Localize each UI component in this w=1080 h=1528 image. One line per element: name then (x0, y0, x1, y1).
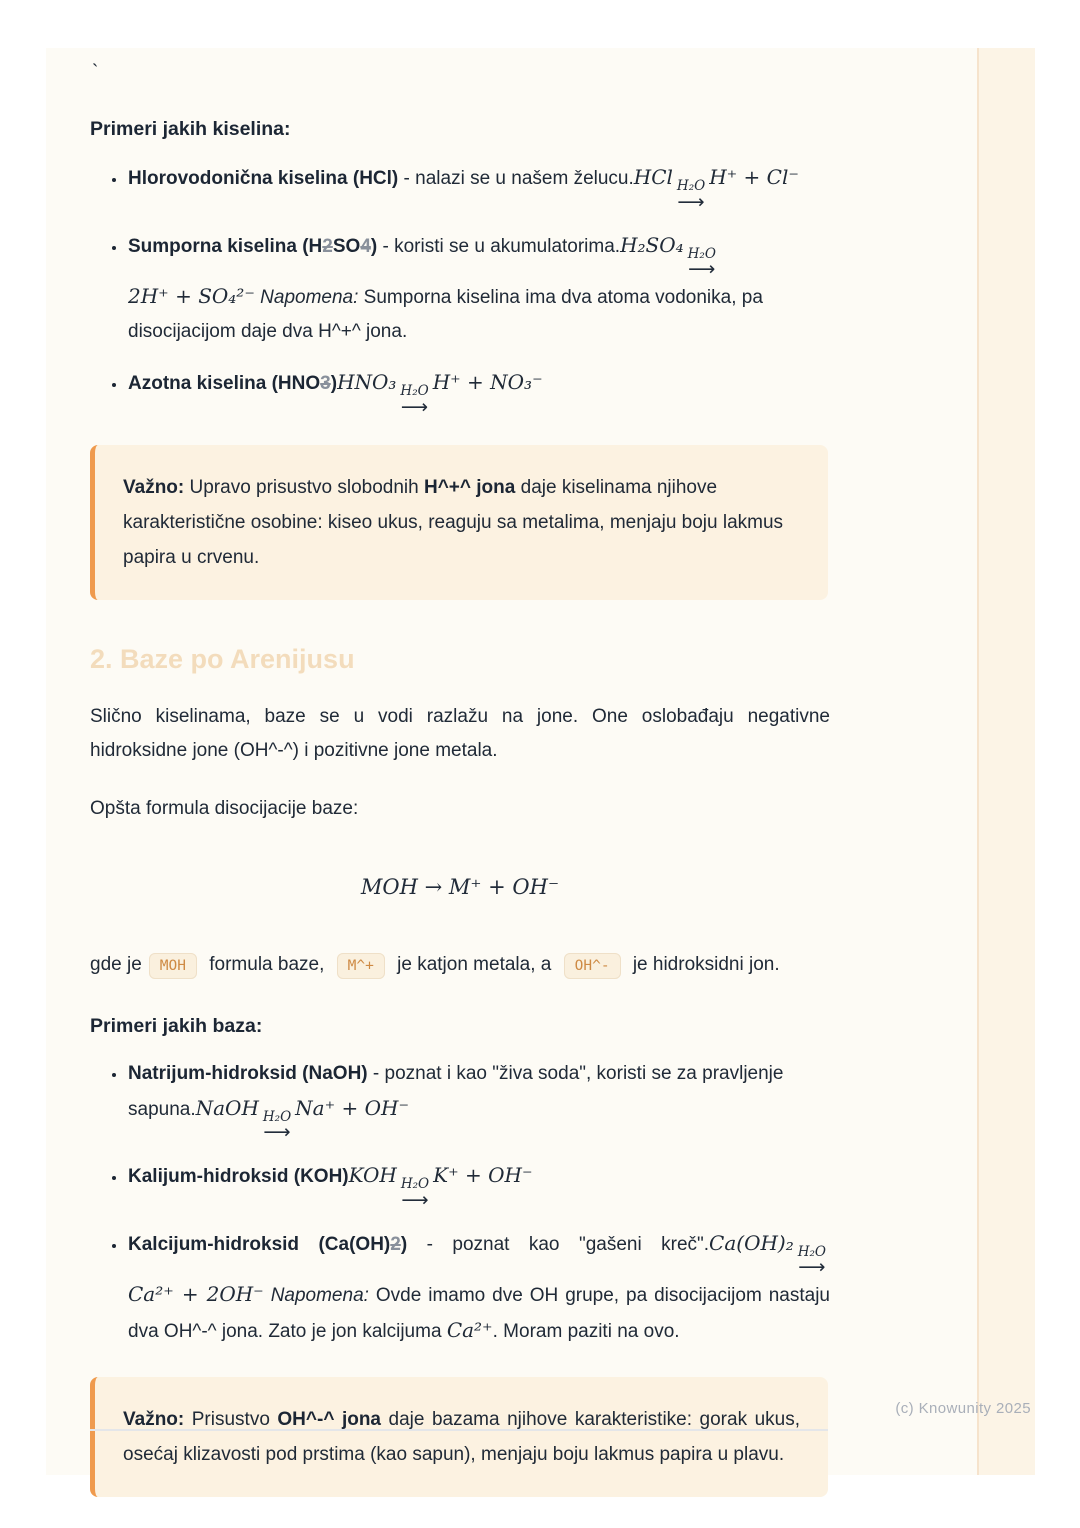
text-segment (264, 1285, 271, 1306)
text-segment: 3 (320, 373, 331, 394)
text-segment: Kalcijum-hidroksid (Ca(OH) (128, 1233, 391, 1255)
text-segment: Ca(OH)₂ (709, 1230, 794, 1255)
text-segment: ) (330, 373, 338, 394)
dissociation-formula: MOH → M⁺ + OH⁻ (360, 874, 560, 899)
text-segment: Ca²⁺ (446, 1318, 493, 1342)
arrow-label-h2o: H₂O (400, 383, 429, 399)
text-segment: M^+ (337, 953, 385, 979)
reaction-arrow (262, 1108, 292, 1143)
notes-content (46, 48, 830, 1497)
bases-section-heading: 2. Baze po Arenijusu (90, 643, 355, 674)
text-segment: gde je (90, 953, 142, 975)
text-segment: MOH (149, 953, 197, 979)
stray-backtick-text: ` (92, 62, 99, 83)
bases-intro-paragraph (90, 700, 830, 768)
important-callout-acids (90, 445, 828, 600)
text-segment: daje kiselinama njihove karakteristične osobine: kiseo ukus, reaguju sa metalima, menjaju boju lakmus papira u crvenu. (123, 476, 784, 568)
text-segment: Upravo prisustvo slobodnih (184, 476, 424, 498)
text-segment: HNO₃ (337, 370, 397, 394)
formula-legend (90, 948, 830, 983)
bases-examples-heading: Primeri jakih baza: (90, 1014, 263, 1037)
text-segment: je katjon metala, a (391, 953, 557, 975)
arrow-glyph: ⟶ (677, 190, 705, 213)
text-segment: H⁺ + NO₃⁻ (432, 370, 543, 394)
text-segment: 2 (390, 1233, 401, 1255)
arrow-label-h2o: H₂O (797, 1243, 826, 1260)
arrow-label-h2o: H₂O (687, 245, 716, 262)
copyright-footer: (c) Knowunity 2025 (895, 1400, 1031, 1417)
text-segment: Napomena: (260, 287, 359, 308)
text-segment: 4 (360, 235, 371, 257)
reaction-arrow (687, 245, 716, 280)
arrow-glyph: ⟶ (688, 258, 716, 280)
reaction-arrow (401, 1178, 429, 1210)
text-segment: - nalazi se u našem želucu. (398, 168, 634, 189)
text-segment: Važno: (123, 1409, 185, 1430)
page-edge-strip (977, 48, 1035, 1475)
text-segment: - poznat kao "gašeni kreč". (407, 1233, 710, 1255)
text-segment: OH^- (564, 953, 621, 979)
arrow-glyph: ⟶ (263, 1121, 291, 1143)
arrow-glyph: ⟶ (798, 1256, 826, 1278)
text-segment: KOH (348, 1163, 397, 1187)
text-segment: . Moram paziti na ovo. (492, 1321, 680, 1342)
text-segment: Na⁺ + OH⁻ (295, 1095, 410, 1120)
reaction-arrow (797, 1243, 826, 1278)
formula-label: Opšta formula disocijacije baze: (90, 797, 359, 819)
text-segment: ) (400, 1233, 408, 1255)
arrow-label-h2o: H₂O (676, 178, 706, 194)
text-segment: - koristi se u akumulatorima. (377, 235, 621, 257)
text-segment: - poznat i kao "živa soda", koristi se za pravljenje sapuna. (128, 1062, 784, 1120)
arrow-glyph: ⟶ (401, 1188, 429, 1211)
text-segment: Natrijum-hidroksid (NaOH) (128, 1062, 368, 1084)
text-segment: Azotna kiselina (HNO (128, 373, 321, 394)
reaction-arrow (400, 385, 428, 417)
list-item-hcl (127, 160, 830, 212)
text-segment: OH^-^ jona (277, 1409, 382, 1430)
text-segment: Važno: (123, 476, 185, 498)
list-item-caoh2 (127, 1226, 830, 1350)
text-segment: Prisustvo (184, 1409, 278, 1430)
text-segment: Napomena: (270, 1285, 369, 1306)
text-segment: Ovde imamo dve OH grupe, pa disocijacijom nastaju dva OH^-^ jona. Zato je jon kalcijuma (128, 1285, 831, 1342)
text-segment: HCl (633, 165, 673, 189)
important-callout-bases-text (123, 1402, 800, 1472)
footer-divider (90, 1429, 828, 1431)
text-segment: ) (370, 235, 378, 257)
arrow-label-h2o: H₂O (400, 1176, 430, 1192)
text-segment: je hidroksidni jon. (627, 953, 780, 975)
reaction-arrow (677, 180, 705, 212)
bases-list (90, 1057, 830, 1350)
text-segment: Ca²⁺ + 2OH⁻ (128, 1282, 264, 1306)
text-segment: 2 (322, 235, 333, 257)
text-segment: Slično kiselinama, baze se u vodi razlažu na jone. One oslobađaju negativne hidroksidne jone (OH^-^) i pozitivne jone metala. (90, 705, 830, 761)
acids-list (90, 160, 830, 417)
text-segment: H⁺ + Cl⁻ (709, 165, 799, 189)
text-segment: daje bazama njihove karakteristike: gorak ukus, osećaj klizavosti pod prstima (kao sapun), menjaju boju lakmus papira u plavu. (123, 1409, 800, 1465)
text-segment: Kalijum-hidroksid (KOH) (128, 1166, 349, 1187)
text-segment: H^+^ jona (423, 476, 516, 498)
list-item-naoh (127, 1057, 830, 1143)
list-item-koh (127, 1158, 830, 1210)
document-page (46, 48, 1035, 1475)
text-segment: Sumporna kiselina ima dva atoma vodonika, pa disocijacijom daje dva H^+^ jona. (128, 287, 763, 342)
text-segment: H₂SO₄ (620, 232, 684, 257)
text-segment: K⁺ + OH⁻ (433, 1163, 533, 1187)
arrow-label-h2o: H₂O (262, 1108, 292, 1125)
text-segment: Sumporna kiselina (H (128, 235, 323, 257)
important-callout-acids-text (123, 470, 800, 575)
arrow-glyph: ⟶ (400, 395, 429, 418)
text-segment: formula baze, (203, 953, 330, 975)
list-item-hno3 (127, 365, 830, 417)
text-segment: Hlorovodonična kiselina (HCl) (128, 168, 399, 189)
acids-examples-heading: Primeri jakih kiselina: (90, 118, 291, 140)
text-segment: 2H⁺ + SO₄²⁻ (128, 284, 255, 308)
list-item-h2so4 (127, 228, 830, 350)
important-callout-bases (90, 1377, 828, 1497)
text-segment: SO (332, 235, 361, 257)
text-segment: NaOH (195, 1095, 259, 1120)
